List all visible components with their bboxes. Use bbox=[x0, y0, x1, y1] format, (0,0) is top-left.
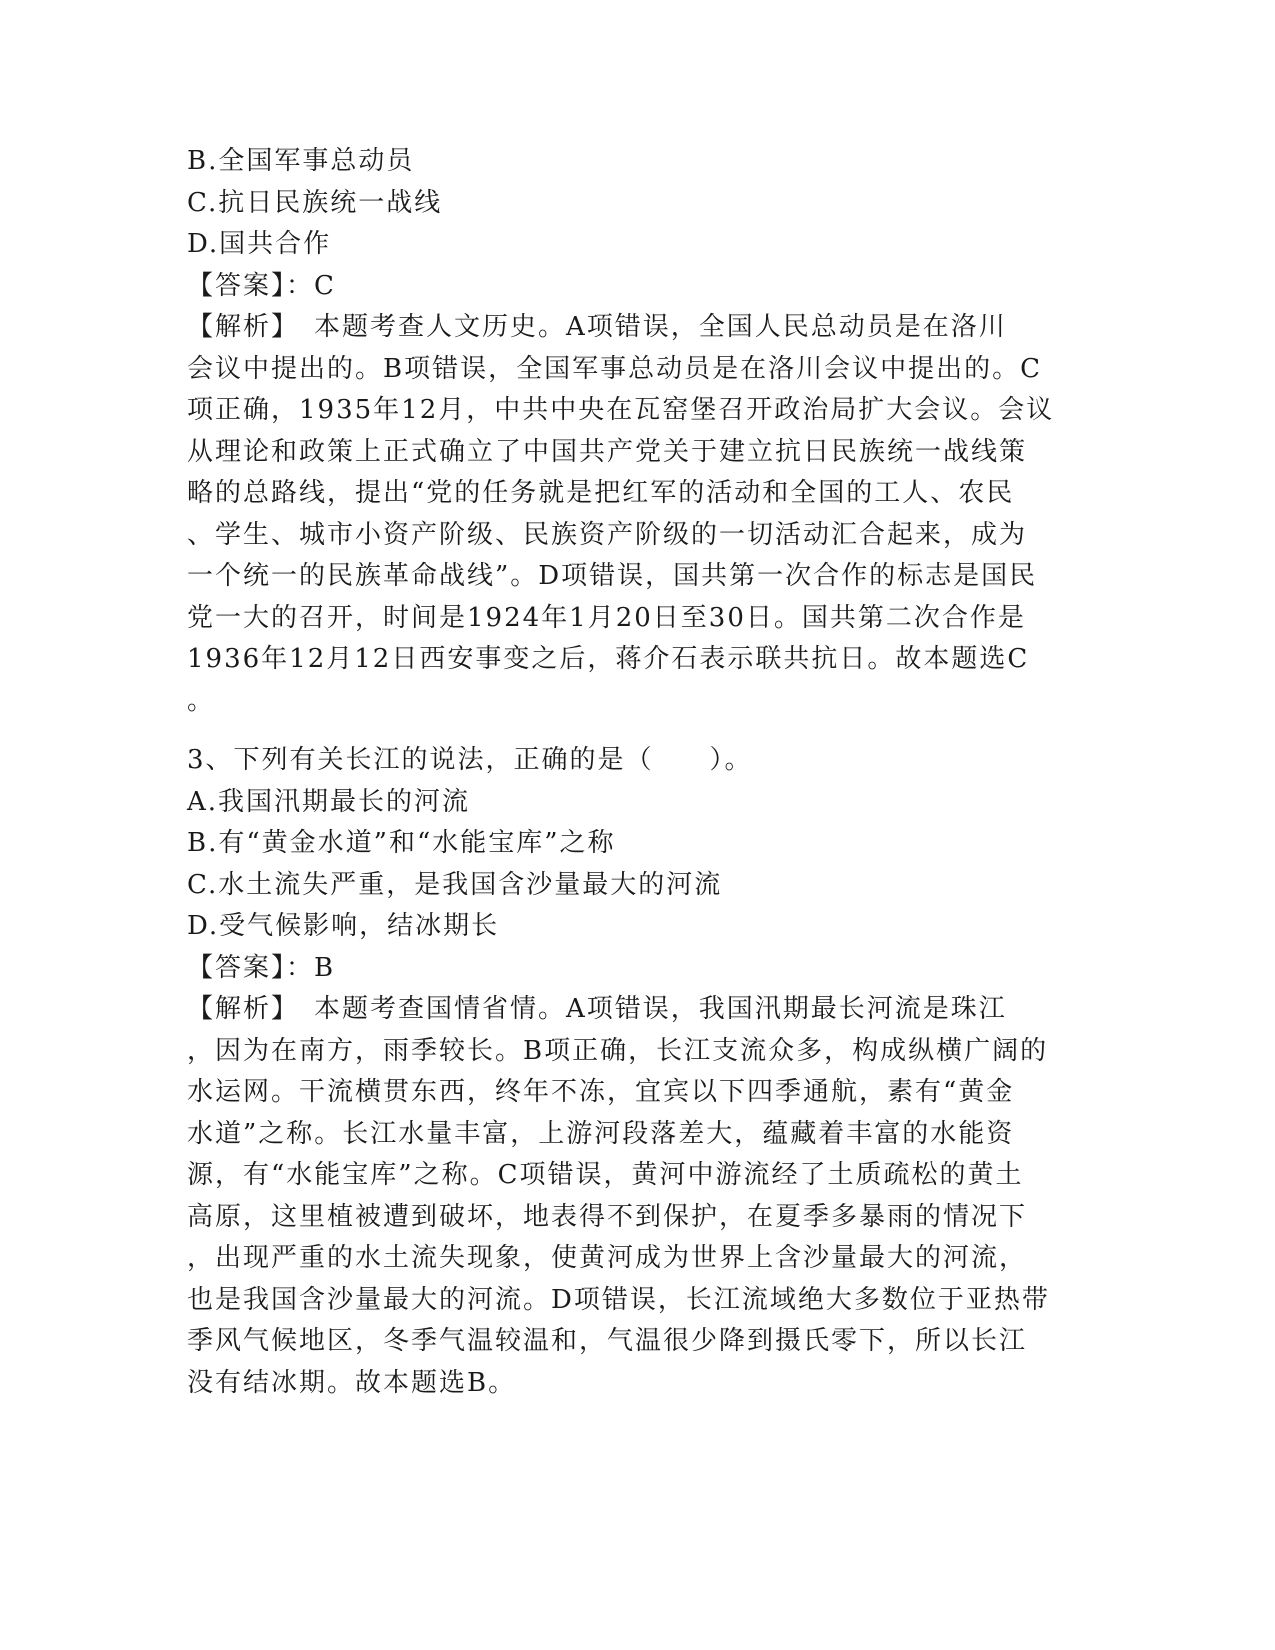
q3-analysis-line: 水运网。干流横贯东西，终年不冻，宜宾以下四季通航，素有“黄金 bbox=[187, 1077, 1015, 1107]
q3-option-a: A.我国汛期最长的河流 bbox=[187, 787, 471, 817]
q3-option-b: B.有“黄金水道”和“水能宝库”之称 bbox=[187, 828, 616, 858]
q3-option-c: C.水土流失严重，是我国含沙量最大的河流 bbox=[187, 870, 723, 900]
q2-analysis-line: 【解析】 本题考查人文历史。A项错误，全国人民总动员是在洛川 bbox=[187, 312, 1007, 342]
q3-analysis-line: ，因为在南方，雨季较长。B项正确，长江支流众多，构成纵横广阔的 bbox=[187, 1036, 1049, 1066]
q3-analysis-line: 也是我国含沙量最大的河流。D项错误，长江流域绝大多数位于亚热带 bbox=[187, 1285, 1050, 1315]
q2-analysis-line: 项正确，1935年12月，中共中央在瓦窑堡召开政治局扩大会议。会议 bbox=[187, 395, 1055, 425]
q3-answer: 【答案】：B bbox=[187, 953, 336, 983]
q2-analysis-line: 略的总路线，提出“党的任务就是把红军的活动和全国的工人、农民 bbox=[187, 478, 1015, 508]
q2-analysis-line: 1936年12月12日西安事变之后，蒋介石表示联共抗日。故本题选C bbox=[187, 644, 1030, 674]
q3-analysis-line: 高原，这里植被遭到破坏，地表得不到保护，在夏季多暴雨的情况下 bbox=[187, 1202, 1028, 1232]
q2-option-c: C.抗日民族统一战线 bbox=[187, 188, 443, 218]
q3-question: 3、下列有关长江的说法，正确的是（ ）。 bbox=[187, 745, 753, 775]
q3-option-d: D.受气候影响，结冰期长 bbox=[187, 911, 500, 941]
q3-analysis-line: 【解析】 本题考查国情省情。A项错误，我国汛期最长河流是珠江 bbox=[187, 994, 1007, 1024]
q3-analysis-line: 没有结冰期。故本题选B。 bbox=[187, 1368, 517, 1398]
q2-analysis-line: 从理论和政策上正式确立了中国共产党关于建立抗日民族统一战线策 bbox=[187, 437, 1028, 467]
q2-answer: 【答案】：C bbox=[187, 271, 336, 301]
q3-analysis-line: 季风气候地区，冬季气温较温和，气温很少降到摄氏零下，所以长江 bbox=[187, 1326, 1028, 1356]
q2-analysis-line: 一个统一的民族革命战线”。D项错误，国共第一次合作的标志是国民 bbox=[187, 561, 1038, 591]
q2-analysis-line: 党一大的召开，时间是1924年1月20日至30日。国共第二次合作是 bbox=[187, 603, 1026, 633]
q3-analysis-line: 水道”之称。长江水量丰富，上游河段落差大，蕴藏着丰富的水能资 bbox=[187, 1119, 1015, 1149]
q2-analysis-line: 、学生、城市小资产阶级、民族资产阶级的一切活动汇合起来，成为 bbox=[187, 520, 1028, 550]
q3-analysis-line: 源，有“水能宝库”之称。C项错误，黄河中游流经了土质疏松的黄土 bbox=[187, 1160, 1024, 1190]
q2-option-b: B.全国军事总动员 bbox=[187, 146, 415, 176]
q2-analysis-line: 。 bbox=[187, 686, 216, 716]
q2-option-d: D.国共合作 bbox=[187, 229, 332, 259]
q3-analysis-line: ，出现严重的水土流失现象，使黄河成为世界上含沙量最大的河流， bbox=[187, 1243, 1028, 1273]
q2-analysis-line: 会议中提出的。B项错误，全国军事总动员是在洛川会议中提出的。C bbox=[187, 354, 1043, 384]
